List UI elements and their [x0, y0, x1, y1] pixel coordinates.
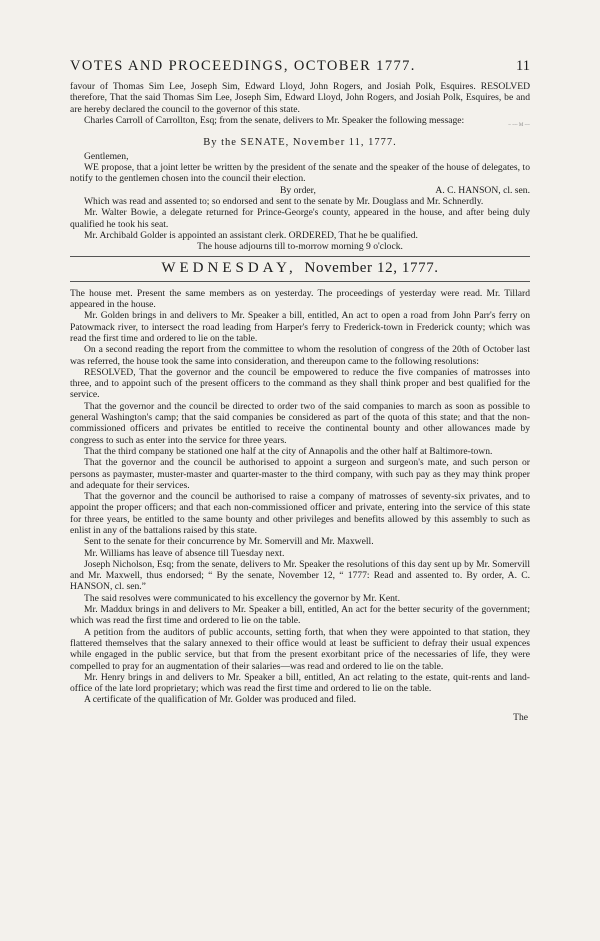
paragraph: favour of Thomas Sim Lee, Joseph Sim, Edward Lloyd, John Rogers, and Josiah Polk, Esquires. RESOLVED therefore, That the said Thomas Sim Lee, Joseph Sim, Edward Lloyd, John Rogers, and Josiah Polk, Esquires, be and are hereby declared the council to the governor of this state.: [70, 81, 530, 115]
paragraph: That the governor and the council be authorised to raise a company of matrosses of seventy-six privates, and to appoint the proper officers; and that each non-commissioned officer and private, entering into the service of this state for three years, be entitled to the same bounty and other privileges and benefits allowed by this assembly to such as enlist in any of the battalions raised by this state.: [70, 491, 530, 536]
paragraph: The said resolves were communicated to his excellency the governor by Mr. Kent.: [84, 592, 400, 604]
paragraph: Charles Carroll of Carrollton, Esq; from the senate, delivers to Mr. Speaker the following message:: [84, 114, 465, 126]
paragraph: The house met. Present the same members as on yesterday. The proceedings of yesterday were read. Mr. Tillard appeared in the house.: [70, 287, 530, 311]
paragraph: Mr. Maddux brings in and delivers to Mr. Speaker a bill, entitled, An act for the better security of the government; which was read the first time and ordered to lie on the table.: [70, 604, 530, 627]
signature-block: [70, 185, 530, 196]
paragraph: On a second reading the report from the committee to whom the resolution of congress of the 20th of October last was referred, the house took the same into consideration, and thereupon came to the following resolutions:: [70, 344, 530, 367]
paragraph: That the governor and the council be authorised to appoint a surgeon and surgeon's mate, and such person or persons as paymaster, muster-master and quarter-master to the third company, with such pay as they may think proper and adequate for their services.: [70, 457, 530, 491]
salutation: Gentlemen,: [84, 150, 129, 162]
adjournment-line: The house adjourns till to-morrow morning 9 o'clock.: [197, 241, 403, 253]
paragraph: Mr. Williams has leave of absence till Tuesday next.: [84, 547, 285, 559]
paragraph: Mr. Golden brings in and delivers to Mr. Speaker a bill, entitled, An act to open a road from John Parr's ferry on Patowmack river, to intersect the road leading from Harper's ferry to Frederick-town in Frederick county; which was read the first time and ordered to lie on the table.: [70, 310, 530, 344]
catchword: The: [513, 711, 528, 723]
header-title: VOTES AND PROCEEDINGS, OCTOBER 1777.: [70, 58, 416, 74]
paragraph: Joseph Nicholson, Esq; from the senate, delivers to Mr. Speaker the resolutions of this day sent up by Mr. Somervill and Mr. Maxwell, thus endorsed; “ By the senate, November 12, “ 1777: Read and assented to. By order, A. C. HANSON, cl. sen.”: [70, 558, 530, 593]
paragraph: Sent to the senate for their concurrence by Mr. Somervill and Mr. Maxwell.: [84, 536, 374, 548]
paragraph: A certificate of the qualification of Mr. Golder was produced and filed.: [84, 694, 356, 706]
day-heading: [70, 260, 530, 277]
page-number: 11: [516, 58, 530, 74]
clerk-signature: A. C. HANSON, cl. sen.: [435, 184, 530, 196]
day-name: WEDNESDAY,: [161, 260, 297, 277]
paragraph: Mr. Archibald Golder is appointed an assistant clerk. ORDERED, That he be qualified.: [84, 229, 418, 241]
faint-marking: ~ ~~ M ~~: [508, 123, 530, 129]
senate-dateline: By the SENATE, November 11, 1777.: [203, 137, 397, 149]
paragraph: A petition from the auditors of public accounts, setting forth, that when they were appointed to that station, they flattered themselves that the salary annexed to their office would at least be sufficient to defray their usual expences while engaged in the public service, but that from the present exorbitant price of the necessaries of life, they were compelled to pray for an augmentation of their salaries—was read and ordered to lie on the table.: [70, 626, 530, 672]
divider: [70, 281, 530, 282]
page-body: [70, 81, 530, 723]
paragraph: Which was read and assented to; so endorsed and sent to the senate by Mr. Douglass and Mr. Schnerdly.: [84, 195, 484, 207]
paragraph: Mr. Henry brings in and delivers to Mr. Speaker a bill, entitled, An act relating to the estate, quit-rents and land-office of the late lord proprietary; which was read the first time and ordered to lie on the table.: [70, 671, 530, 695]
by-order: By order,: [280, 184, 316, 196]
divider: [70, 256, 530, 257]
day-date: November 12, 1777.: [304, 260, 439, 277]
senate-message: WE propose, that a joint letter be written by the president of the senate and the speaker of the house of delegates, to notify to the gentlemen chosen into the council their election.: [70, 162, 530, 185]
paragraph: Mr. Walter Bowie, a delegate returned for Prince-George's county, appeared in the house, and after being duly qualified he took his seat.: [70, 207, 530, 230]
paragraph: That the third company be stationed one half at the city of Annapolis and the other half at Baltimore-town.: [84, 445, 493, 457]
paragraph: That the governor and the council be directed to order two of the said companies to march as soon as possible to general Washington's camp; that the said companies be considered as part of the quota of this state; and that the non-commissioned officers and privates be entitled to receive the continental bounty and other allowances made by congress to such as enter into the service for three years.: [70, 400, 530, 446]
paragraph: RESOLVED, That the governor and the council be empowered to reduce the five companies of matrosses into three, and to appoint such of the present officers to the command as they shall think proper and best qualified for the service.: [70, 366, 530, 401]
running-header: [70, 58, 530, 75]
